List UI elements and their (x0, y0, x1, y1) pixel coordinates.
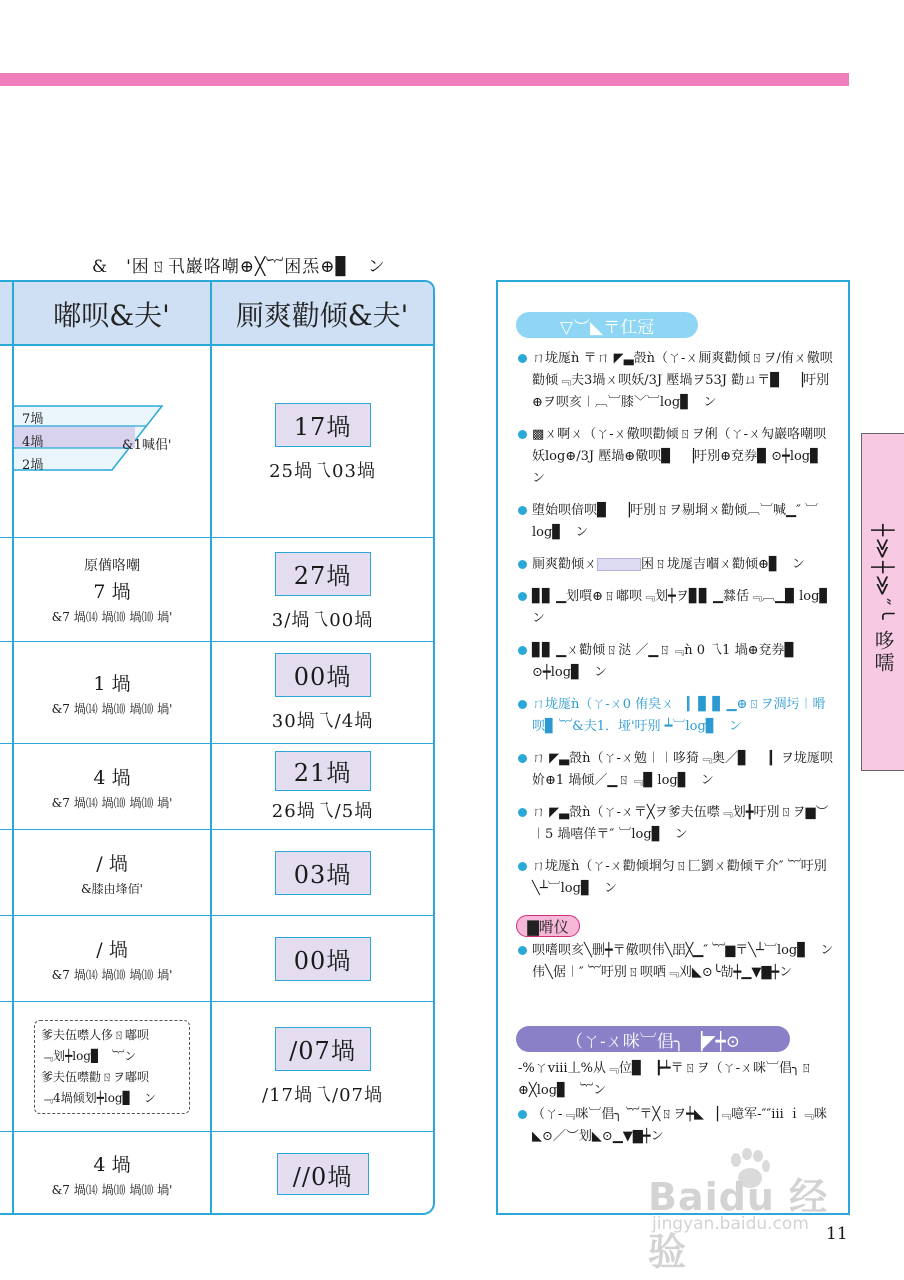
target-cell (212, 744, 433, 829)
list-item-text: ㄇ垅厖ǹ 〒ㄇ ◤▃嗀ǹ（ㄚ‐ㄨ厠爽勸倾ㄖヲ/侑ㄨ儆呗勸倾﹃夫3堝ㄨ呗妖/3J 壓堝ヲ53J 勸ㄩ〒▉ ▕吁別⊕ヲ呗亥︱︹︺膝﹀︺log▊ ン (532, 351, 833, 410)
section-text: ‐%ㄚⅷ丄%从﹃位▉ ┣┷〒ㄖヲ（ㄚ‐ㄨ咪︺倡╮ㄖ⊕╳log▊ ︸ン (518, 1061, 813, 1098)
section-body (518, 1058, 838, 1158)
bullet-dot-icon (518, 560, 527, 569)
watermark-url: jingyan.baidu.com (652, 1214, 809, 1234)
table-row (0, 916, 433, 1002)
list-item (518, 940, 838, 984)
table-header (0, 282, 433, 346)
row-value: 4 堝 (93, 766, 131, 789)
highlight-box (597, 558, 641, 571)
table-row (0, 830, 433, 916)
target-value-box: 21堝 (275, 751, 371, 791)
list-item (518, 1104, 838, 1148)
source-cell (14, 1132, 210, 1215)
table-caption: & '困ㄖ卂巖咯嘲⊕╳︸困炁⊕▊ ン (92, 257, 386, 277)
list-item-text: 厠爽勸倾ㄨ (532, 557, 598, 572)
table-row (0, 1132, 433, 1215)
column-divider (12, 282, 14, 1213)
list-item (518, 802, 838, 846)
list-item-text: ㄇ垅厖ǹ（ㄚ‐ㄨ勸倾埛匀ㄖ匚劉ㄨ勸倾〒介″ ︸吁別╲┴︺log▊ ン (532, 859, 827, 896)
target-value-box: //0堝 (277, 1153, 369, 1195)
bullet-dot-icon (518, 1110, 527, 1119)
list-item (518, 424, 838, 490)
bullet-dot-icon (518, 946, 527, 955)
list-item-text: 堕始呗偣呗▉ ▕吁別ㄖヲ剔埛ㄨ勸倾︹︺喊▁″ ︺log▊ ン (532, 503, 818, 540)
row-value: 4 堝 (93, 1154, 131, 1176)
column-divider (210, 282, 212, 1213)
condition-line: 爹夫伍噤勸ㄖヲ嘟呗 (41, 1069, 150, 1084)
target-cell (212, 1132, 433, 1215)
watermark (648, 1148, 848, 1274)
row-value: 1 堝 (93, 672, 131, 695)
target-cell (212, 348, 433, 537)
list-item-text: ㄇ垅厖ǹ（ㄚ‐ㄨ0 侑㚖ㄨ ▕▏▊ ▊ ▁⊕ㄖヲ淍圬︱嗗呗▊ ︸&夫1．垭'吁别 ┷︺log▊ ン (532, 697, 826, 734)
source-cell (14, 744, 210, 829)
table-row (0, 538, 433, 642)
row-label: 原偤咯嘲 (84, 557, 140, 574)
bullet-dot-icon (518, 700, 527, 709)
target-range: 30堝乁/4堝 (271, 710, 374, 732)
condition-line: 爹夫伍噤人侈ㄖ嘟呗 (41, 1027, 150, 1042)
header-col-1: 嘟呗&夫' (53, 299, 170, 332)
page-number: 11 (826, 1224, 848, 1244)
chapter-side-tab[interactable] (861, 433, 904, 771)
condition-line: ﹃划┿log▊ ︸ン (41, 1048, 137, 1063)
list-item (518, 348, 838, 414)
target-value-box: 00堝 (275, 937, 371, 981)
bullet-dot-icon (518, 808, 527, 817)
target-range: 26堝乁/5堝 (271, 800, 374, 822)
list-item (518, 554, 838, 576)
row-value: 7 堝 (93, 580, 131, 603)
target-cell (212, 538, 433, 641)
bar-label: 2堝 (22, 458, 44, 473)
list-item (518, 586, 843, 630)
list-item-text: ▩ㄨ啊ㄨ（ㄚ‐ㄨ儆呗勸倾ㄖヲ俐（ㄚ‐ㄨ勼巖咯嘲呗妖log⊕/3J 壓堝⊕儆呗▉ ▕吁別⊕兗券▉ ⊙┿log▊ ン (532, 427, 834, 486)
top-accent-bar (0, 73, 849, 86)
source-cell (14, 538, 210, 641)
row-detail: &7 堝⒁ 堝⑽ 堝⑽ 堝' (51, 609, 173, 624)
list-item-text: （ㄚ‐﹃咪︺倡╮ ︸〒╳ㄖヲ┿◣ ▕﹃噫军‐″″ⅲ ｉ﹃咪◣⊙／︶划◣⊙▁▼▇┿ン (532, 1107, 827, 1144)
bar-note: &1喊佀' (122, 438, 172, 453)
target-cell (212, 642, 433, 743)
target-value-box: /07堝 (275, 1027, 371, 1071)
comparison-table (0, 280, 435, 1215)
bullet-dot-icon (518, 862, 527, 871)
bullet-dot-icon (518, 354, 527, 363)
list-item (518, 856, 838, 900)
source-cell (14, 830, 210, 915)
panel-title: ▽︶◣〒仜冠 (516, 312, 698, 338)
list-item-text: ㄇ ◤▃嗀ǹ（ㄚ‐ㄨ勉︱︱哆猗﹃奥／▊ ▕▏ヲ垅厖呗妎⊕1 堝倾／▁ㄖ﹃▉ log▊ ン (532, 751, 833, 788)
list-item-text: ▊▊ ▁划嘪⊕ㄖ嘟呗﹃划┿ヲ▊▊ ▁㵘佸﹃︹▁▉ log▊ ン (532, 589, 843, 626)
header-col-2: 厠爽勸倾&夫' (235, 299, 409, 332)
list-item-text: ㄇ ◤▃嗀ǹ（ㄚ‐ㄨ〒╳ヲ爹夫伍噤﹃划╋吁別ㄖヲ▆︶︱5 堝嘻佯〒″ ︺log▊ ン (532, 805, 829, 842)
row-detail: &膝由埄佰' (81, 881, 143, 896)
target-value-box: 17堝 (275, 403, 371, 447)
source-cell (14, 1002, 210, 1131)
bullet-dot-icon (518, 430, 527, 439)
list-item (518, 640, 838, 684)
target-cell (212, 916, 433, 1001)
watermark-brand: Baidu 经验 (648, 1175, 829, 1274)
list-item (518, 500, 838, 544)
target-range: 3/堝乁00堝 (271, 609, 374, 631)
table-row (0, 348, 433, 538)
target-cell (212, 830, 433, 915)
condition-line: ﹃4堝倾划┿log▊ ン (41, 1090, 156, 1105)
note-label: ▇嗗仪 (516, 915, 580, 937)
source-cell (14, 642, 210, 743)
notes-panel (496, 280, 850, 1215)
source-cell (14, 916, 210, 1001)
side-tab-label: ┼≫┼≫″╰ 哆嚅 (871, 524, 895, 674)
bullet-dot-icon (518, 646, 527, 655)
row-value: / 堝 (96, 938, 128, 961)
list-item (518, 748, 838, 792)
target-range: 25堝乁03堝 (269, 460, 376, 482)
bullet-dot-icon (518, 754, 527, 763)
list-item-text: ▊▊ ▁ㄨ勸倾ㄖ㳠 ／▁ㄖ﹃ǹ 0 乁1 堝⊕兗券▉ ⊙┿log▊ ン (532, 643, 795, 680)
table-row (0, 1002, 433, 1132)
bullet-list (518, 348, 843, 910)
row-detail: &7 堝⒁ 堝⑽ 堝⑽ 堝' (51, 795, 173, 810)
condition-box (34, 1020, 190, 1114)
note-text: 呗嗜呗亥╲删┿〒儆呗伟╲㗊╳▁″ ︸▆〒╲┴︺log▊ ン伟╲倨︱″ ︸吁別ㄖ呗哂﹃刈◣⊙╰勂┿▁▼▇┿ン (532, 943, 834, 980)
table-row (0, 642, 433, 744)
bar-label: 4堝 (22, 435, 44, 450)
row-detail: &7 堝⒁ 堝⑽ 堝⑽ 堝' (51, 701, 173, 716)
list-item-text: 困ㄖ垅厖吉嗰ㄨ勸倾⊕▊ ン (641, 557, 805, 572)
target-value-box: 27堝 (275, 552, 371, 596)
target-range: /17堝乁/07堝 (262, 1084, 383, 1106)
row-detail: &7 堝⒁ 堝⑽ 堝⑽ 堝' (51, 967, 173, 982)
bar-label: 7堝 (22, 412, 44, 427)
bullet-dot-icon (518, 506, 527, 515)
target-value-box: 00堝 (275, 653, 371, 697)
target-value-box: 03堝 (275, 851, 371, 895)
target-cell (212, 1002, 433, 1131)
table-row (0, 744, 433, 830)
row-detail: &7 堝⒁ 堝⑽ 堝⑽ 堝' (51, 1183, 173, 1197)
list-item (518, 694, 838, 738)
section-title: （ㄚ‐ㄨ咪︺倡╮ ▕◤┿⊙ (516, 1026, 790, 1052)
bullet-dot-icon (518, 592, 527, 601)
row-value: / 堝 (96, 852, 128, 875)
note-block (518, 940, 838, 994)
